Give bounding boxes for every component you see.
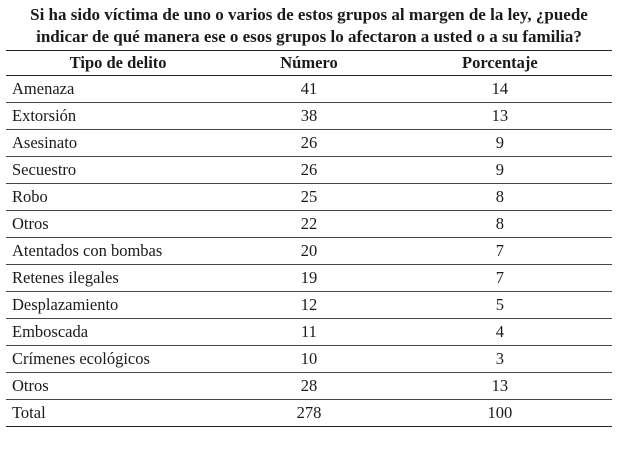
row-category: Otros xyxy=(6,373,230,400)
header-category: Tipo de delito xyxy=(6,51,230,76)
row-category: Retenes ilegales xyxy=(6,265,230,292)
row-percent: 14 xyxy=(388,76,612,103)
row-percent: 13 xyxy=(388,373,612,400)
row-percent: 5 xyxy=(388,292,612,319)
row-category: Otros xyxy=(6,211,230,238)
row-percent: 7 xyxy=(388,238,612,265)
row-percent: 3 xyxy=(388,346,612,373)
table-row xyxy=(6,184,612,211)
row-number: 26 xyxy=(230,130,388,157)
row-number: 11 xyxy=(230,319,388,346)
table-row xyxy=(6,103,612,130)
row-percent: 7 xyxy=(388,265,612,292)
row-category: Robo xyxy=(6,184,230,211)
row-number: 28 xyxy=(230,373,388,400)
row-percent: 9 xyxy=(388,130,612,157)
row-category: Asesinato xyxy=(6,130,230,157)
row-percent: 8 xyxy=(388,211,612,238)
table-row xyxy=(6,346,612,373)
header-row xyxy=(6,51,612,76)
row-number: 10 xyxy=(230,346,388,373)
row-category: Extorsión xyxy=(6,103,230,130)
row-number: 22 xyxy=(230,211,388,238)
total-percent: 100 xyxy=(388,400,612,427)
table-row xyxy=(6,373,612,400)
row-number: 38 xyxy=(230,103,388,130)
table-row xyxy=(6,238,612,265)
table-title: Si ha sido víctima de uno o varios de estos grupos al margen de la ley, ¿puede indicar de qué manera ese o esos grupos lo afectaron a usted o a su familia? xyxy=(6,4,612,51)
row-number: 41 xyxy=(230,76,388,103)
row-category: Desplazamiento xyxy=(6,292,230,319)
row-category: Secuestro xyxy=(6,157,230,184)
table-row xyxy=(6,76,612,103)
row-category: Crímenes ecológicos xyxy=(6,346,230,373)
total-label: Total xyxy=(6,400,230,427)
row-number: 26 xyxy=(230,157,388,184)
crime-table xyxy=(6,51,612,427)
row-category: Atentados con bombas xyxy=(6,238,230,265)
table-row xyxy=(6,130,612,157)
table-row xyxy=(6,292,612,319)
table-row xyxy=(6,319,612,346)
header-percent: Porcentaje xyxy=(388,51,612,76)
table-row xyxy=(6,157,612,184)
row-category: Amenaza xyxy=(6,76,230,103)
total-number: 278 xyxy=(230,400,388,427)
table-row xyxy=(6,265,612,292)
total-row xyxy=(6,400,612,427)
row-percent: 9 xyxy=(388,157,612,184)
row-percent: 13 xyxy=(388,103,612,130)
row-number: 25 xyxy=(230,184,388,211)
row-percent: 4 xyxy=(388,319,612,346)
row-number: 12 xyxy=(230,292,388,319)
row-percent: 8 xyxy=(388,184,612,211)
header-number: Número xyxy=(230,51,388,76)
row-category: Emboscada xyxy=(6,319,230,346)
table-container xyxy=(6,0,612,427)
table-row xyxy=(6,211,612,238)
row-number: 20 xyxy=(230,238,388,265)
row-number: 19 xyxy=(230,265,388,292)
